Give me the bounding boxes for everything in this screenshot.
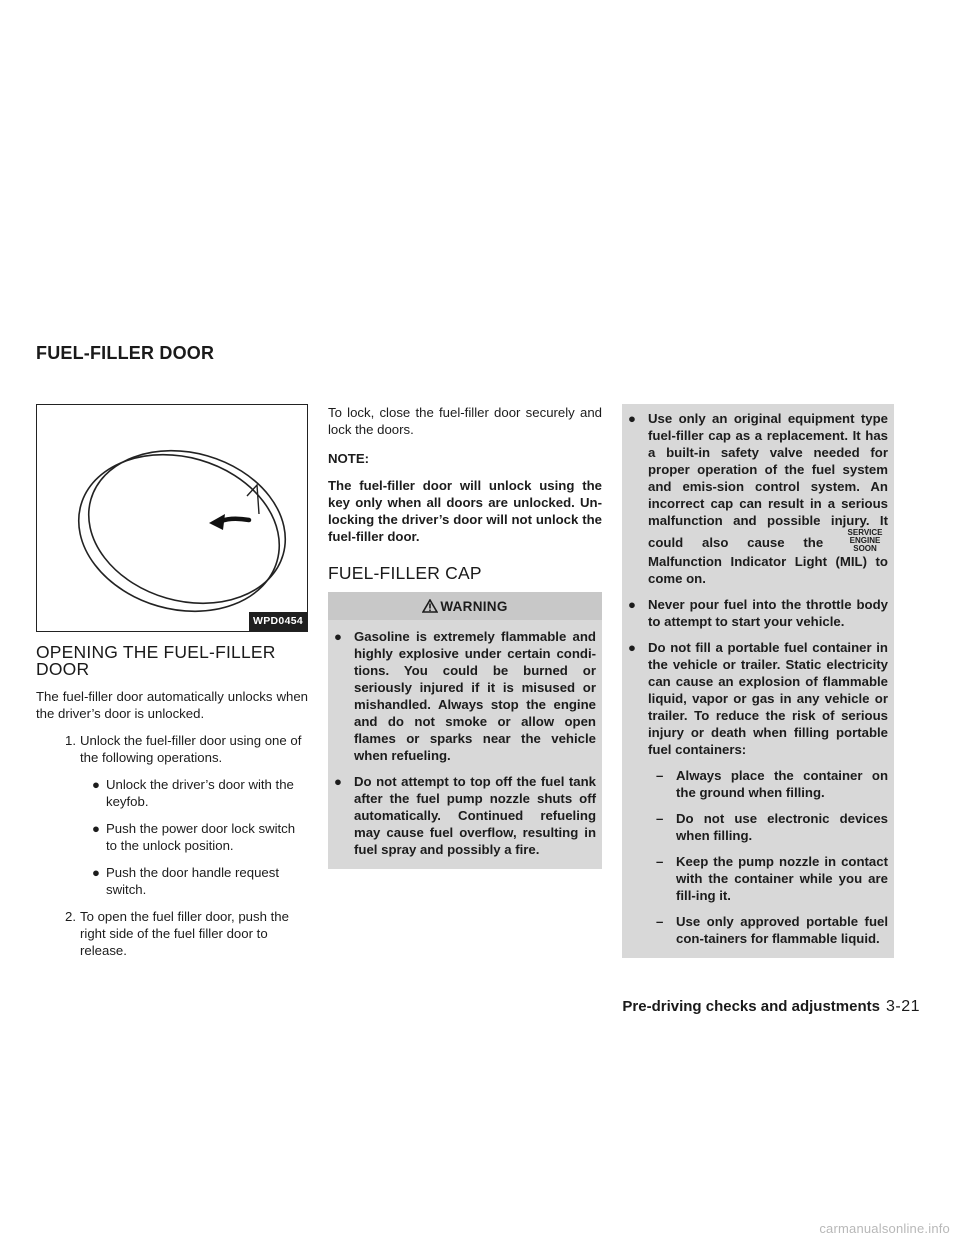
fuel-door-illustration bbox=[37, 405, 307, 631]
opening-bullets bbox=[92, 776, 308, 898]
lock-text: To lock, close the fuel-filler door securely and lock the doors. bbox=[328, 405, 602, 437]
opening-step-1 bbox=[36, 732, 308, 766]
chapter-title: Pre-driving checks and adjustments bbox=[622, 998, 880, 1015]
column-left bbox=[36, 404, 308, 969]
bullet-dot-icon: ● bbox=[334, 629, 342, 644]
warning-box bbox=[328, 592, 602, 869]
dash-item bbox=[656, 767, 888, 801]
bullet-dot-icon: ● bbox=[92, 777, 100, 792]
page-number: 3-21 bbox=[885, 998, 920, 1015]
warning-text: Do not attempt to top off the fuel tank after the fuel pump nozzle shuts off automatically. Continued refueling may cause fuel overflow, resulting in fuel spray and possibly a fire. bbox=[354, 774, 596, 857]
warning-title-text: WARNING bbox=[440, 599, 508, 614]
dash-text: Do not use electronic devices when filling. bbox=[676, 811, 888, 843]
cap-heading: FUEL-FILLER CAP bbox=[328, 563, 482, 583]
bullet-text: Push the door handle request switch. bbox=[106, 865, 280, 897]
mil-icon-line: ENGINE bbox=[849, 536, 881, 545]
opening-bullet bbox=[92, 820, 308, 854]
page-footer bbox=[622, 998, 920, 1016]
opening-bullet bbox=[92, 776, 308, 810]
warning-title bbox=[328, 592, 602, 620]
dash-icon: – bbox=[656, 854, 664, 869]
opening-bullet bbox=[92, 864, 308, 898]
service-engine-soon-icon bbox=[842, 529, 888, 553]
bullet-dot-icon: ● bbox=[92, 821, 100, 836]
warning-text: Do not fill a portable fuel container in the vehicle or trailer. Static electricity can cause an explosion of flammable liquid, vapor or gas in any vehicle or trailer. To reduce the risk of serious injury or death when filling portable fuel containers: bbox=[648, 640, 888, 757]
note-text: The fuel-filler door will unlock using the key only when all doors are unlocked. Un-locking the driver’s door will not unlock the fuel-filler door. bbox=[328, 478, 602, 544]
warning-item bbox=[334, 628, 596, 764]
note-label: NOTE: bbox=[328, 451, 370, 466]
dash-text: Always place the container on the ground when filling. bbox=[676, 768, 888, 800]
warning-item bbox=[628, 639, 888, 758]
step-text: Unlock the fuel-filler door using one of the following operations. bbox=[80, 733, 302, 765]
warning-text bbox=[648, 410, 888, 587]
warning-box-continued bbox=[622, 404, 894, 958]
dash-icon: – bbox=[656, 811, 664, 826]
dash-icon: – bbox=[656, 768, 664, 783]
mil-icon-line: SERVICE bbox=[847, 528, 883, 537]
step-number: 1. bbox=[65, 733, 76, 748]
warning-item bbox=[334, 773, 596, 858]
column-middle bbox=[328, 404, 602, 869]
step-text: To open the fuel filler door, push the right side of the fuel filler door to release. bbox=[80, 909, 289, 958]
bullet-dot-icon: ● bbox=[92, 865, 100, 880]
warning-triangle-icon bbox=[422, 599, 438, 613]
dash-item bbox=[656, 853, 888, 904]
dash-icon: – bbox=[656, 914, 664, 929]
bullet-dot-icon: ● bbox=[628, 411, 636, 426]
opening-step-2 bbox=[36, 908, 308, 959]
section-title: FUEL-FILLER DOOR bbox=[36, 343, 215, 363]
bullet-dot-icon: ● bbox=[628, 640, 636, 655]
warning-text-part: Use only an original equipment type fuel-filler cap as a replacement. It has a built-in safety valve needed for proper operation of the fuel system and emis-sion control system. An incorrect cap can result in a serious malfunction and possible injury. It could also cause the bbox=[648, 411, 888, 550]
bullet-dot-icon: ● bbox=[628, 597, 636, 612]
fuel-door-figure bbox=[36, 404, 308, 632]
warning-item bbox=[628, 410, 888, 587]
watermark: carmanualsonline.info bbox=[819, 1221, 950, 1236]
dash-item bbox=[656, 913, 888, 947]
warning-text-part: Malfunction Indicator Light (MIL) to come on. bbox=[648, 554, 888, 586]
opening-heading: OPENING THE FUEL-FILLER DOOR bbox=[36, 642, 276, 679]
dash-text: Use only approved portable fuel con-tainers for flammable liquid. bbox=[676, 914, 888, 946]
dash-item bbox=[656, 810, 888, 844]
warning-item bbox=[628, 596, 888, 630]
warning-text: Gasoline is extremely flammable and highly explosive under certain condi-tions. You could be burned or seriously injured if it is misused or mishandled. Always stop the engine and do not smoke or allow open flames or sparks near the vehicle when refueling. bbox=[354, 629, 596, 763]
column-right bbox=[622, 404, 894, 958]
mil-icon-line: SOON bbox=[853, 544, 877, 553]
bullet-text: Unlock the driver’s door with the keyfob. bbox=[106, 777, 294, 809]
dash-list bbox=[656, 767, 888, 947]
bullet-dot-icon: ● bbox=[334, 774, 342, 789]
opening-intro: The fuel-filler door automatically unlocks when the driver’s door is unlocked. bbox=[36, 689, 308, 721]
bullet-text: Push the power door lock switch to the unlock position. bbox=[106, 821, 296, 853]
step-number: 2. bbox=[65, 909, 76, 924]
warning-text: Never pour fuel into the throttle body to attempt to start your vehicle. bbox=[648, 597, 888, 629]
figure-code-label: WPD0454 bbox=[249, 612, 307, 631]
dash-text: Keep the pump nozzle in contact with the container while you are fill-ing it. bbox=[676, 854, 888, 903]
